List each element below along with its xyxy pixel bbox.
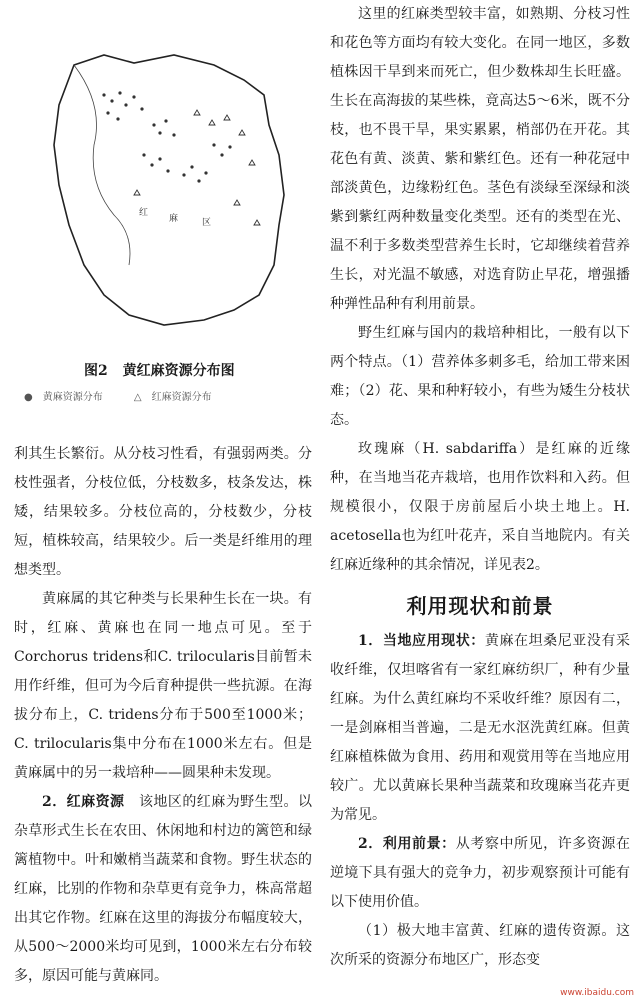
right-paragraph-5 (330, 830, 630, 917)
jute-points (102, 91, 231, 182)
distribution-map (34, 25, 304, 345)
watermark: www.ibaidu.com (560, 988, 634, 998)
kenaf-resource-text: 该地区的红麻为野生型。以杂草形式生长在农田、休闲地和村边的篱笆和绿篱植物中。叶和嫩梢当蔬菜和食物。野生状态的红麻，比别的作物和杂草更有竞争力，株高常超出其它作物。红麻在这里的海拔分布幅度较大，从500～2000米均可见到，1000米左右分布较多，原因可能与黄麻同。 (14, 794, 313, 984)
prospect-text: 从考察中所见，许多资源在逆境下具有强大的竞争力，初步观察预计可能有以下使用价值。 (330, 836, 630, 910)
prospect-heading: 2．利用前景： (358, 836, 456, 852)
map-outline (54, 55, 284, 325)
figure (14, 0, 312, 440)
left-column (14, 0, 312, 991)
legend-kenaf: △ 红麻资源分布 (133, 392, 212, 403)
left-paragraph-1: 利其生长繁衍。从分枝习性看，有强弱两类。分枝性强者，分枝位低，分枝数多，枝条发达，株矮，结果较多。分枝位高的，分枝数少，分枝短，植株较高，结果较少。后一类是纤维用的理想类型。 (14, 446, 312, 578)
map-inner-border (74, 65, 130, 265)
current-use-text: 黄麻在坦桑尼亚没有采收纤维，仅坦喀省有一家红麻纺织厂，种有少量红麻。为什么黄红麻均不采收纤维？原因有二，一是剑麻相当普遍，二是无水沤洗黄红麻。但黄红麻植株做为食用、药用和观赏用等在当地应用较广。尤以黄麻长果种当蔬菜和玫瑰麻当花卉更为常见。 (330, 633, 630, 823)
left-paragraph-3 (14, 788, 312, 991)
kenaf-points (134, 110, 260, 225)
legend-jute: ● 黄麻资源分布 (24, 392, 103, 403)
figure-number: 图2 (84, 363, 108, 379)
left-paragraph-2: 黄麻属的其它种类与长果种生长在一块。有时，红麻、黄麻也在同一地点可见。至于Corchorus tridens和C. trilocularis目前暂未用作纤维，但可为今后育种提供一些抗源。在海拔分布上，C. tridens分布于500至1000米；C. trilocularis集中分布在1000米左右。但是黄麻属中的另一栽培种——圆果种未发现。 (14, 591, 312, 781)
right-paragraph-3: 玫瑰麻（H. sabdariffa）是红麻的近缘种，在当地当花卉栽培，也用作饮料和入药。但规模很小，仅限于房前屋后小块土地上。H. acetosella也为红叶花卉，采自当地院内。有关红麻近缘种的其余情况，详见表2。 (330, 441, 630, 573)
right-paragraph-6: （1）极大地丰富黄、红麻的遗传资源。这次所采的资源分布地区广，形态变 (330, 923, 630, 968)
map-label-2: 麻 (169, 214, 179, 224)
figure-title: 黄红麻资源分布图 (122, 363, 235, 379)
right-paragraph-1: 这里的红麻类型较丰富，如熟期、分枝习性和花色等方面均有较大变化。在同一地区，多数植株因干旱到来而死亡，但少数株却生长旺盛。生长在高海拔的某些株，竟高达5～6米，既不分枝，也不畏干旱，果实累累，梢部仍在开花。其花色有黄、淡黄、紫和紫红色。还有一种花冠中部淡黄色，边缘粉红色。茎色有淡绿至深绿和淡紫到紫红两种数量变化类型。还有的类型在光、温不利于多数类型营养生长时，它却继续着营养生长，对光温不敏感，对选育防止早花，增强播种弹性品种有利用前景。 (330, 6, 630, 312)
right-paragraph-4 (330, 627, 630, 830)
current-use-heading: 1．当地应用现状： (358, 633, 485, 649)
right-column (330, 0, 630, 975)
figure-caption (84, 360, 245, 380)
right-paragraph-2: 野生红麻与国内的栽培种相比，一般有以下两个特点。（1）营养体多刺多毛，给加工带来困难；（2）花、果和种籽较小，有些为矮生分枝状态。 (330, 325, 630, 428)
kenaf-resource-heading: 2．红麻资源 (42, 794, 125, 810)
section-title: 利用现状和前景 (406, 594, 554, 618)
map-label-1: 红 (139, 208, 149, 218)
map-label-3: 区 (202, 218, 212, 228)
figure-legend (24, 388, 240, 403)
